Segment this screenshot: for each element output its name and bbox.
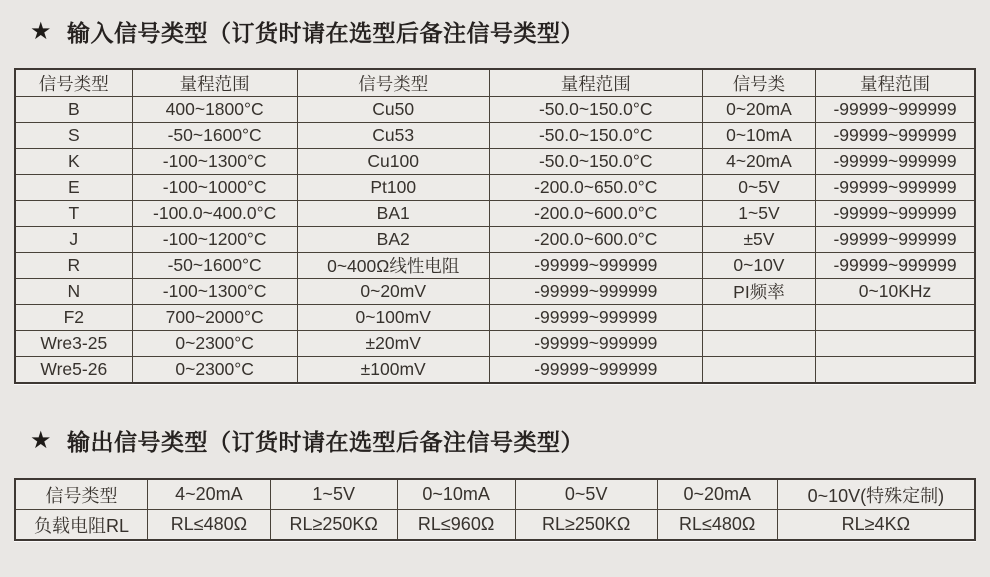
table-cell: -200.0~600.0°C xyxy=(489,201,702,227)
table-row xyxy=(15,510,975,541)
table-cell: 0~10mA xyxy=(702,123,815,149)
table-cell xyxy=(702,357,815,384)
table-cell: Cu50 xyxy=(297,97,489,123)
table-cell: -100~1200°C xyxy=(132,227,297,253)
table-cell: 0~10V xyxy=(702,253,815,279)
input-signal-table xyxy=(14,68,976,384)
table-cell: 0~10KHz xyxy=(816,279,975,305)
input-signal-section-title xyxy=(30,15,584,48)
table-cell: -99999~999999 xyxy=(816,227,975,253)
table-cell xyxy=(702,331,815,357)
table-cell: 1~5V xyxy=(702,201,815,227)
table-cell: K xyxy=(15,149,132,175)
table-cell: ±100mV xyxy=(297,357,489,384)
table-cell: 4~20mA xyxy=(147,479,270,510)
table-cell: 0~100mV xyxy=(297,305,489,331)
table-cell: 0~5V xyxy=(515,479,657,510)
table-cell: -99999~999999 xyxy=(816,149,975,175)
column-header: 信号类 xyxy=(702,69,815,97)
table-cell: -99999~999999 xyxy=(816,175,975,201)
table-cell: E xyxy=(15,175,132,201)
table-cell: Cu100 xyxy=(297,149,489,175)
table-cell xyxy=(816,357,975,384)
table-row xyxy=(15,97,975,123)
table-cell: -50~1600°C xyxy=(132,253,297,279)
table-row xyxy=(15,331,975,357)
table-cell: 0~400Ω线性电阻 xyxy=(297,253,489,279)
table-cell xyxy=(816,331,975,357)
table-row xyxy=(15,175,975,201)
table-cell: PI频率 xyxy=(702,279,815,305)
table-cell: Wre3-25 xyxy=(15,331,132,357)
table-cell: RL≤960Ω xyxy=(397,510,515,541)
table-cell: -50.0~150.0°C xyxy=(489,97,702,123)
table-row xyxy=(15,357,975,384)
table-cell: 信号类型 xyxy=(15,479,147,510)
table-row xyxy=(15,253,975,279)
output-signal-table xyxy=(14,478,976,541)
table-cell: F2 xyxy=(15,305,132,331)
table-cell: ±20mV xyxy=(297,331,489,357)
table-cell: B xyxy=(15,97,132,123)
column-header: 量程范围 xyxy=(489,69,702,97)
table-cell: 0~2300°C xyxy=(132,331,297,357)
table-row xyxy=(15,123,975,149)
table-row xyxy=(15,305,975,331)
table-row xyxy=(15,227,975,253)
table-cell: 0~20mA xyxy=(702,97,815,123)
table-cell: Pt100 xyxy=(297,175,489,201)
table-cell: 0~5V xyxy=(702,175,815,201)
table-cell: 1~5V xyxy=(270,479,397,510)
table-cell: 0~2300°C xyxy=(132,357,297,384)
table-cell: BA2 xyxy=(297,227,489,253)
table-cell: 负载电阻RL xyxy=(15,510,147,541)
table-cell: -99999~999999 xyxy=(489,253,702,279)
table-cell: -200.0~650.0°C xyxy=(489,175,702,201)
table-cell: T xyxy=(15,201,132,227)
table-cell: -99999~999999 xyxy=(489,331,702,357)
table-cell: -99999~999999 xyxy=(816,201,975,227)
table-cell: J xyxy=(15,227,132,253)
table-cell xyxy=(702,305,815,331)
table-cell: -200.0~600.0°C xyxy=(489,227,702,253)
star-icon: ★ xyxy=(30,426,53,454)
output-section-title-text: 输出信号类型（订货时请在选型后备注信号类型） xyxy=(67,429,585,455)
table-cell: BA1 xyxy=(297,201,489,227)
table-cell: R xyxy=(15,253,132,279)
table-cell: -50.0~150.0°C xyxy=(489,149,702,175)
table-cell: RL≤480Ω xyxy=(657,510,777,541)
table-cell: 700~2000°C xyxy=(132,305,297,331)
table-cell: Wre5-26 xyxy=(15,357,132,384)
table-cell: 400~1800°C xyxy=(132,97,297,123)
column-header: 信号类型 xyxy=(15,69,132,97)
column-header: 量程范围 xyxy=(816,69,975,97)
table-row xyxy=(15,201,975,227)
table-cell: -100~1300°C xyxy=(132,149,297,175)
table-cell: -99999~999999 xyxy=(816,97,975,123)
table-cell: Cu53 xyxy=(297,123,489,149)
table-cell: -100.0~400.0°C xyxy=(132,201,297,227)
table-cell: N xyxy=(15,279,132,305)
table-header-row xyxy=(15,69,975,97)
table-cell: 0~10V(特殊定制) xyxy=(777,479,975,510)
table-cell: -50~1600°C xyxy=(132,123,297,149)
table-cell: -99999~999999 xyxy=(489,279,702,305)
table-cell: -99999~999999 xyxy=(816,123,975,149)
table-cell: S xyxy=(15,123,132,149)
table-row xyxy=(15,149,975,175)
table-cell: -99999~999999 xyxy=(816,253,975,279)
table-cell: RL≥4KΩ xyxy=(777,510,975,541)
star-icon: ★ xyxy=(30,17,53,45)
table-cell: 0~10mA xyxy=(397,479,515,510)
table-cell: 0~20mA xyxy=(657,479,777,510)
table-cell: RL≥250KΩ xyxy=(515,510,657,541)
table-row xyxy=(15,279,975,305)
table-cell: -99999~999999 xyxy=(489,305,702,331)
table-cell: -100~1300°C xyxy=(132,279,297,305)
table-cell: 0~20mV xyxy=(297,279,489,305)
table-cell: -100~1000°C xyxy=(132,175,297,201)
table-cell: RL≥250KΩ xyxy=(270,510,397,541)
table-cell xyxy=(816,305,975,331)
output-signal-section-title xyxy=(30,424,584,457)
table-cell: -50.0~150.0°C xyxy=(489,123,702,149)
table-cell: ±5V xyxy=(702,227,815,253)
column-header: 信号类型 xyxy=(297,69,489,97)
table-cell: 4~20mA xyxy=(702,149,815,175)
input-section-title-text: 输入信号类型（订货时请在选型后备注信号类型） xyxy=(67,20,585,46)
table-cell: RL≤480Ω xyxy=(147,510,270,541)
table-row xyxy=(15,479,975,510)
table-cell: -99999~999999 xyxy=(489,357,702,384)
column-header: 量程范围 xyxy=(132,69,297,97)
